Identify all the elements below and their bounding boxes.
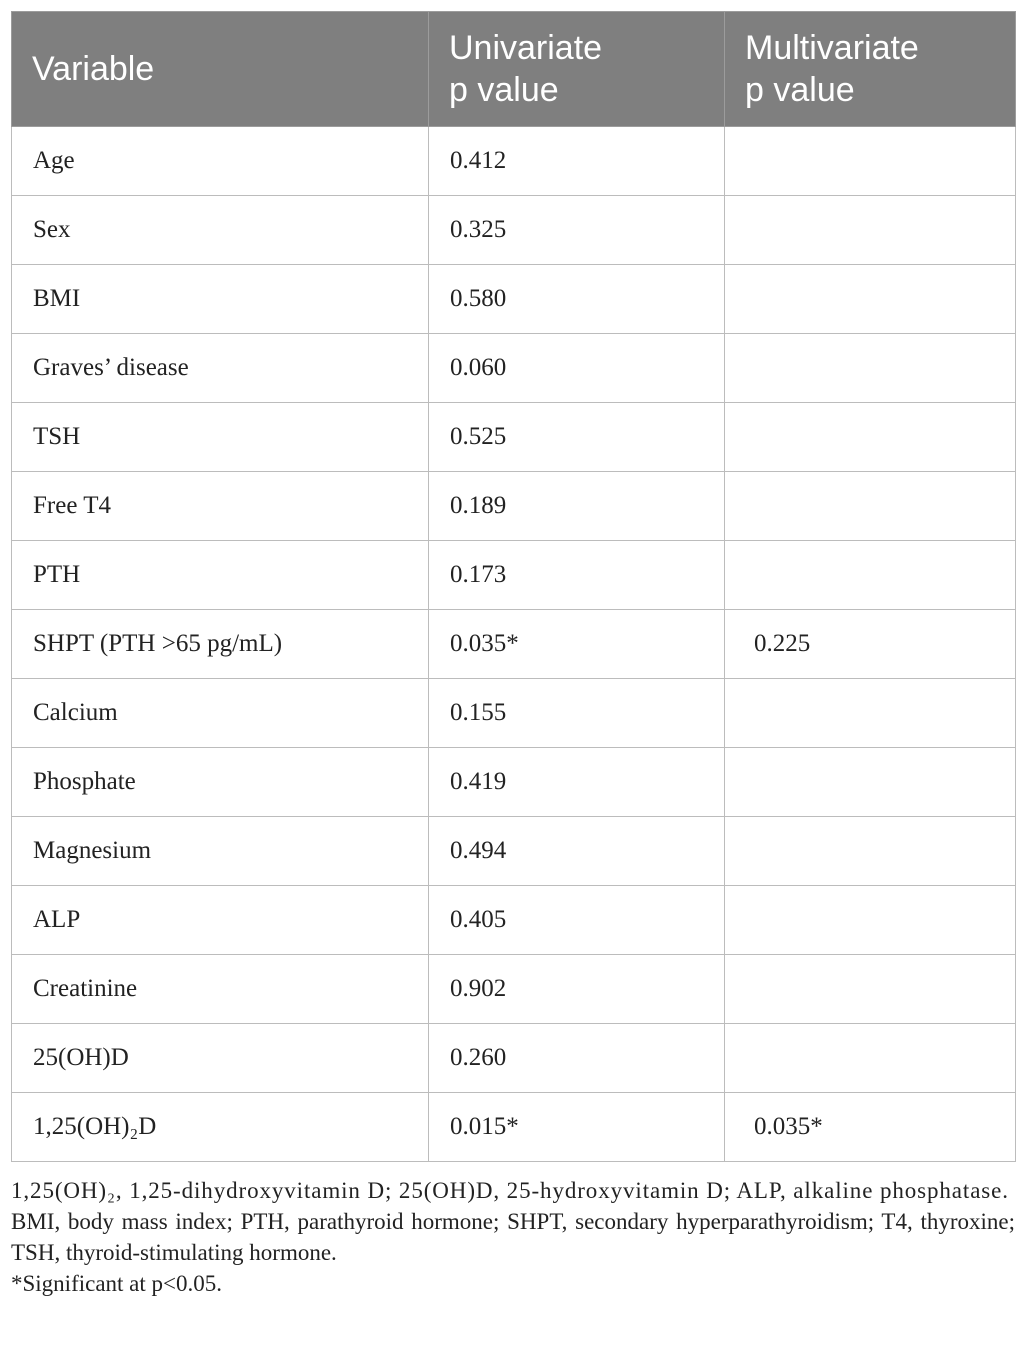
table-row — [12, 541, 1016, 610]
cell-univariate: 0.580 — [429, 265, 725, 334]
cell-univariate: 0.325 — [429, 196, 725, 265]
header-multivariate-line1: Multivariate — [745, 29, 919, 67]
header-multivariate — [725, 12, 1016, 127]
cell-multivariate — [725, 748, 1016, 817]
cell-multivariate — [725, 541, 1016, 610]
cell-variable: Magnesium — [12, 817, 429, 886]
cell-univariate: 0.260 — [429, 1024, 725, 1093]
cell-variable: Graves’ disease — [12, 334, 429, 403]
header-univariate — [429, 12, 725, 127]
p-value-table — [11, 11, 1016, 1162]
table-row — [12, 886, 1016, 955]
table-row — [12, 403, 1016, 472]
table-row — [12, 748, 1016, 817]
header-multivariate-line2: p value — [745, 71, 855, 109]
header-univariate-line1: Univariate — [449, 29, 603, 67]
cell-variable: Free T4 — [12, 472, 429, 541]
cell-univariate: 0.015* — [429, 1093, 725, 1162]
cell-variable: SHPT (PTH >65 pg/mL) — [12, 610, 429, 679]
table-row — [12, 472, 1016, 541]
cell-multivariate — [725, 403, 1016, 472]
table-row — [12, 679, 1016, 748]
cell-variable: Phosphate — [12, 748, 429, 817]
cell-variable: Sex — [12, 196, 429, 265]
cell-multivariate — [725, 886, 1016, 955]
cell-univariate: 0.155 — [429, 679, 725, 748]
cell-univariate: 0.525 — [429, 403, 725, 472]
cell-variable: TSH — [12, 403, 429, 472]
table-row — [12, 1024, 1016, 1093]
table-row — [12, 265, 1016, 334]
cell-multivariate — [725, 679, 1016, 748]
header-variable-label: Variable — [32, 50, 155, 88]
table-row — [12, 955, 1016, 1024]
cell-multivariate: 0.225 — [725, 610, 1016, 679]
cell-variable: BMI — [12, 265, 429, 334]
table-header-row — [12, 12, 1016, 127]
header-variable — [12, 12, 429, 127]
table-row — [12, 334, 1016, 403]
cell-univariate: 0.035* — [429, 610, 725, 679]
cell-variable: Creatinine — [12, 955, 429, 1024]
cell-multivariate — [725, 334, 1016, 403]
cell-multivariate — [725, 127, 1016, 196]
cell-multivariate — [725, 955, 1016, 1024]
cell-univariate: 0.189 — [429, 472, 725, 541]
table-footnotes — [11, 1175, 1015, 1299]
cell-univariate: 0.419 — [429, 748, 725, 817]
footnote-significance: *Significant at p<0.05. — [11, 1271, 222, 1296]
cell-univariate: 0.405 — [429, 886, 725, 955]
cell-variable: ALP — [12, 886, 429, 955]
cell-univariate: 0.902 — [429, 955, 725, 1024]
cell-univariate: 0.060 — [429, 334, 725, 403]
cell-variable: Age — [12, 127, 429, 196]
header-univariate-line2: p value — [449, 71, 559, 109]
cell-multivariate — [725, 472, 1016, 541]
table-row — [12, 127, 1016, 196]
cell-multivariate — [725, 817, 1016, 886]
cell-variable: 25(OH)D — [12, 1024, 429, 1093]
cell-univariate: 0.412 — [429, 127, 725, 196]
cell-variable: PTH — [12, 541, 429, 610]
table-row — [12, 610, 1016, 679]
cell-multivariate — [725, 1024, 1016, 1093]
cell-multivariate: 0.035* — [725, 1093, 1016, 1162]
table-row — [12, 817, 1016, 886]
results-table-container — [11, 11, 1015, 1162]
cell-variable: 1,25(OH)₂D — [12, 1093, 429, 1162]
cell-variable: Calcium — [12, 679, 429, 748]
footnote-abbreviations-vitamin-d: 1,25(OH)₂, 1,25-dihydroxyvitamin D; 25(OH)D, 25-hydroxyvitamin D; ALP, alkaline phosphatase. — [11, 1178, 1009, 1203]
cell-multivariate — [725, 265, 1016, 334]
cell-univariate: 0.494 — [429, 817, 725, 886]
cell-multivariate — [725, 196, 1016, 265]
table-row — [12, 1093, 1016, 1162]
cell-univariate: 0.173 — [429, 541, 725, 610]
footnote-abbreviations-general: BMI, body mass index; PTH, parathyroid hormone; SHPT, secondary hyperparathyroidism; T4, thyroxine; TSH, thyroid-stimulating hormone. — [11, 1209, 1015, 1265]
table-row — [12, 196, 1016, 265]
